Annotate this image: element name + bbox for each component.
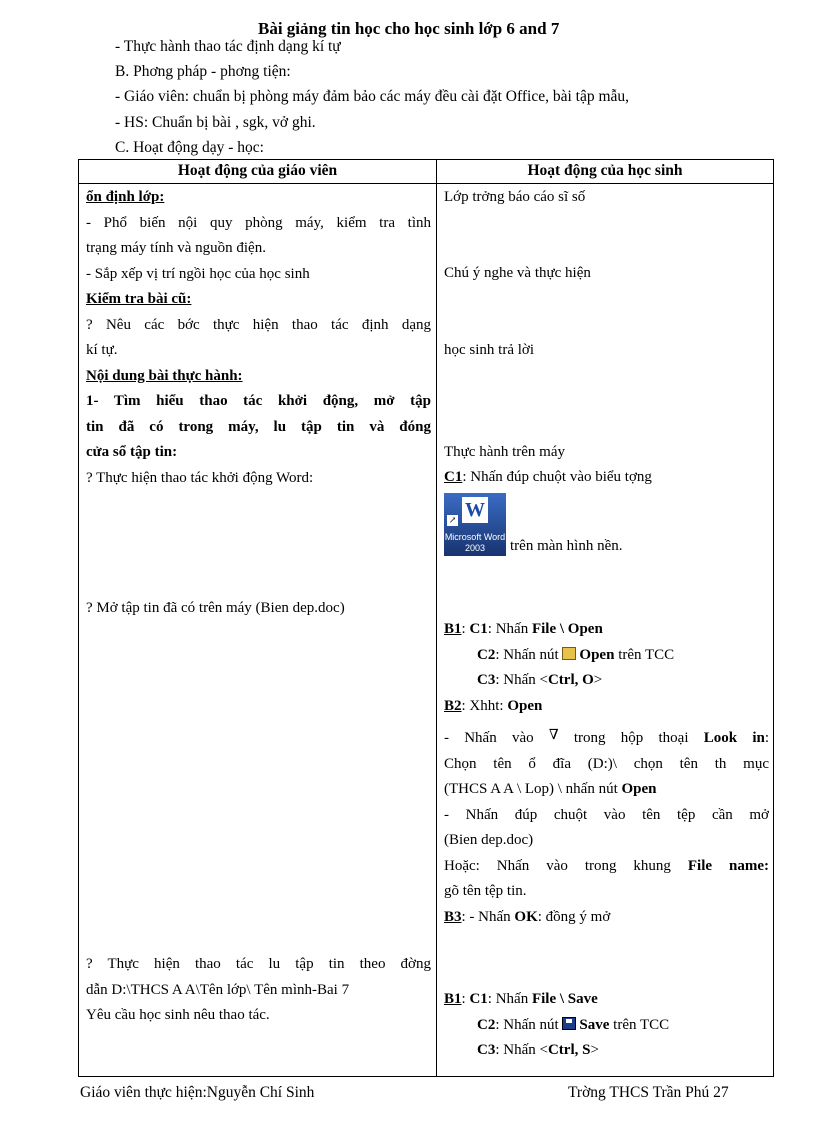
step-text: : Nhấn < (495, 672, 548, 688)
teacher-line: trạng máy tính và nguồn điện. (86, 240, 266, 256)
student-line: Lớp trởng báo cáo sĩ số (444, 189, 586, 205)
student-line (444, 465, 769, 491)
step-label: B1 (444, 991, 462, 1007)
footer-teacher: Giáo viên thực hiện:Nguyễn Chí Sinh (80, 1084, 315, 1101)
step-text: Hoặc: Nhấn vào trong khung (444, 857, 688, 874)
teacher-question: ? Thực hiện thao tác khởi động Word: (86, 469, 314, 486)
step-label: B3 (444, 908, 462, 925)
step-line (444, 617, 769, 643)
step-text: trên TCC (609, 1016, 670, 1033)
header-divider (79, 183, 773, 184)
step-text: : đồng ý mở (537, 908, 611, 925)
save-disk-icon (562, 1017, 576, 1030)
step-line (444, 1038, 769, 1064)
student-line (444, 493, 769, 556)
teacher-column (86, 185, 431, 491)
page-title: Bài giảng tin học cho học sinh lớp 6 and 7 (258, 19, 560, 38)
step-text: : (461, 991, 470, 1007)
shortcut: Ctrl, O (547, 672, 594, 688)
step-line (444, 694, 769, 720)
exercise-heading: tin đã có trong máy, lu tập tin và đóng (86, 418, 431, 435)
step-line (444, 854, 769, 880)
student-line: Thực hành trên máy (444, 444, 566, 460)
button-name: Open (579, 646, 615, 663)
step-label: C1 (444, 469, 463, 485)
step-label: B1 (444, 621, 462, 637)
student-column-header: Hoạt động của học sinh (527, 162, 683, 179)
step-text: trên màn hình nền. (510, 538, 623, 554)
step-text: : Nhấn nút (495, 646, 563, 663)
step-label: C3 (477, 672, 496, 688)
teacher-line: Yêu cầu học sinh nêu thao tác. (86, 1007, 270, 1023)
step-line (444, 905, 769, 931)
teacher-line: ? Nêu các bớc thực hiện thao tác định dạng (86, 316, 431, 333)
step-line: Chọn tên ổ đĩa (D:)\ chọn tên th mục (444, 755, 769, 772)
step-line (444, 777, 769, 803)
step-line: gõ tên tệp tin. (444, 883, 527, 899)
exercise-heading: 1- Tìm hiểu thao tác khởi động, mở tập (86, 393, 431, 409)
button-name: Save (579, 1016, 610, 1033)
student-line: Chú ý nghe và thực hiện (444, 265, 591, 281)
step-text: : Nhấn (487, 991, 532, 1007)
step-line: - Nhấn đúp chuột vào tên tệp cần mở (444, 806, 769, 823)
step-line (444, 643, 769, 669)
step-label: C1 (469, 621, 488, 637)
step-label: C2 (477, 646, 496, 663)
activity-table (78, 159, 774, 1077)
step-text: : Nhấn nút (495, 1016, 563, 1033)
shortcut: Ctrl, S (547, 1042, 591, 1058)
step-text: : (461, 621, 470, 637)
save-steps (444, 987, 769, 1064)
teacher-line: - Phổ biến nội quy phòng máy, kiểm tra tình (86, 214, 431, 231)
teacher-line: - Sắp xếp vị trí ngồi học của học sinh (86, 265, 310, 282)
shortcut-arrow-icon: ↗ (448, 515, 457, 525)
field-name: Look in (703, 730, 765, 746)
column-divider (436, 160, 437, 1076)
menu-path: File \ Save (531, 991, 598, 1007)
teacher-question-block (86, 952, 431, 1029)
exercise-heading: cửa sổ tập tin: (86, 444, 178, 460)
teacher-line: dẫn D:\THCS A A\Tên lớp\ Tên mình-Bai 7 (86, 981, 350, 998)
step-text: : Nhấn đúp chuột vào biểu tợng (462, 469, 652, 485)
button-name: OK (514, 908, 538, 925)
step-text: trong hộp thoại (558, 730, 704, 746)
step-line (444, 987, 769, 1013)
intro-line-2: B. Phơng pháp - phơng tiện: (115, 63, 291, 80)
teacher-column-header: Hoạt động của giáo viên (177, 162, 338, 179)
intro-line-5: C. Hoạt động dạy - học: (115, 139, 264, 156)
footer-school: Trờng THCS Trần Phú 27 (568, 1084, 729, 1101)
intro-line-3: - Giáo viên: chuẩn bị phòng máy đảm bảo các máy đều cài đặt Office, bài tập mẫu, (115, 88, 630, 105)
step-line (444, 1013, 769, 1039)
step-text: : Xhht: (461, 697, 508, 714)
step-label: C3 (477, 1042, 496, 1058)
section-heading: ổn định lớp: (86, 189, 165, 205)
teacher-line: kí tự. (86, 342, 118, 358)
step-text: : Nhấn < (495, 1042, 548, 1058)
word-2003-icon (444, 493, 506, 556)
step-text: trên TCC (614, 646, 675, 663)
button-name: Open (621, 781, 657, 797)
teacher-line: ? Thực hiện thao tác lu tập tin theo đờng (86, 956, 431, 972)
section-heading: Nội dung bài thực hành: (86, 367, 243, 384)
step-text: > (593, 672, 603, 688)
step-label: C1 (469, 991, 488, 1007)
open-steps (444, 617, 769, 930)
step-text: : - Nhấn (461, 908, 515, 925)
intro-line-1: - Thực hành thao tác định dạng kí tự (115, 38, 341, 55)
step-line (444, 723, 769, 752)
step-line (444, 668, 769, 694)
field-name: File name: (687, 857, 769, 874)
intro-line-4: - HS: Chuẩn bị bài , sgk, vở ghi. (115, 114, 316, 131)
step-label: C2 (477, 1016, 496, 1033)
step-label: B2 (444, 697, 462, 714)
step-text: - Nhấn vào (444, 730, 549, 746)
dropdown-triangle-icon: ∇ (548, 728, 559, 743)
step-text: > (590, 1042, 599, 1058)
step-line: (Bien dep.doc) (444, 832, 534, 848)
student-line: học sinh trả lời (444, 342, 534, 358)
section-heading: Kiểm tra bài cũ: (86, 291, 192, 307)
step-text: (THCS A A \ Lop) \ nhấn nút (444, 781, 622, 797)
open-folder-icon (562, 647, 576, 660)
icon-label: Microsoft Word 2003 (444, 532, 506, 553)
dialog-name: Open (507, 697, 543, 714)
step-text: : Nhấn (487, 621, 532, 637)
word-w-icon: W (462, 497, 488, 523)
step-text: : (764, 730, 769, 746)
teacher-question: ? Mở tập tin đã có trên máy (Bien dep.doc) (86, 600, 345, 616)
menu-path: File \ Open (531, 621, 603, 637)
